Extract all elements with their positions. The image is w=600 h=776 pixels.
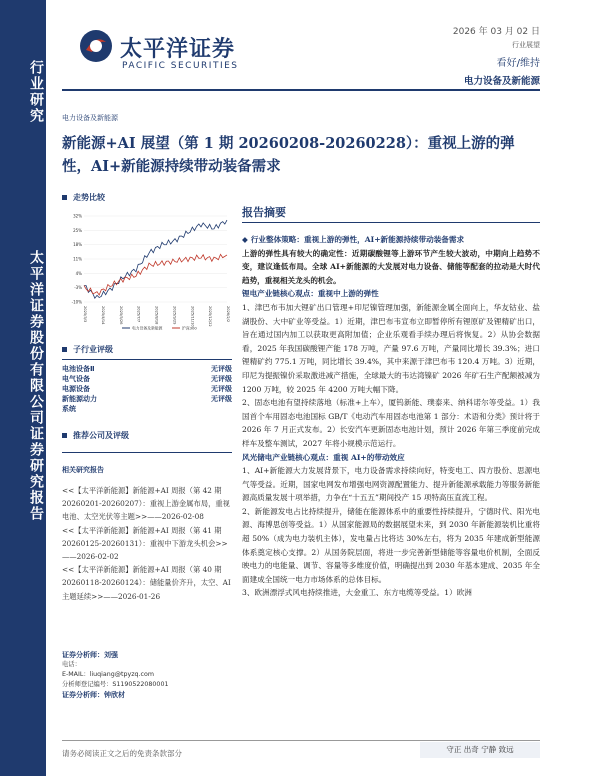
brand-name-cn: 太平洋证券 [120, 37, 236, 62]
rating-row [62, 364, 232, 374]
summary-paragraph: 1、津巴布韦加大锂矿出口管理+印尼镍管理加强，新能源金属全面向上，华友钴业、盐湖股份、大中矿业等受益。1）近期，津巴布韦宣布立即暂停所有锂原矿及锂精矿出口，旨在通过国内加工以获取更高附加值；企业乐观看手续办理后将恢复。2）从协会数据看，2025 年我国碳酸锂产能 178 万吨，产量 97.6 万吨，产量同比增长 39.3%；进口锂精矿约 775.1 万吨，同比增长 39.4%，其中来源于津巴布韦 120.4 万吨。3）近期，印尼为提振镍价采取激进减产措施，全球最大的韦达湾镍矿 2026 年矿石生产配额被减为 1200 万吨，较 2025 年 4200 万吨大幅下降。 [242, 302, 540, 394]
summary-paragraph: 2、固态电池有望持续落地（标准+上车），厦钨新能、璞泰来、纳科诺尔等受益。1）我国首个车用固态电池国标 GB/T《电动汽车用固态电池第 1 部分：术语和分类》预计将于 2026 年 7 月正式发布。2）长安汽车更新固态电池计划，预计 2026 年第三季度前完成样车及整车测试，2027 年将小规模示范运行。 [242, 398, 540, 448]
rating-value: 无评级 [211, 385, 232, 393]
summary-paragraph: 1、AI+新能源大力发展背景下，电力设备需求持续向好，特变电工、四方股份、思源电气等受益。近期，国家电网发布增强电网资源配置能力、提升新能源承载能力等服务新能源高质量发展十项举措，力争在“十五五”期间投产 15 项特高压直流工程。 [242, 466, 540, 503]
rating-name: 电池设备Ⅱ [62, 365, 95, 373]
related-list [62, 484, 232, 603]
footer-divider [62, 740, 540, 741]
report-rating: 看好/维持 [496, 58, 540, 69]
summary-subhead-wind-solar: 风光储电产业链核心观点：重视 AI+的带动效应 [242, 452, 405, 462]
summary-paragraph: 上游的弹性具有较大的确定性：近期碳酸锂等上游环节产生较大波动，中期向上趋势不变，建议逢低布局。全球 AI+新能源的大发展对电力设备、储能等配套的拉动是大时代趋势，重视相关龙头的机会。 [242, 248, 540, 285]
report-title: 新能源+AI 展望（第 1 期 20260208-20260228）：重视上游的弹性，AI+新能源持续带动装备需求 [62, 135, 515, 175]
rating-name: 系统 [62, 405, 76, 413]
summary-column [242, 204, 540, 600]
y-tick-label: -3% [74, 285, 82, 291]
rating-name: 电源设备 [62, 385, 90, 393]
y-tick-label: 32% [73, 213, 82, 219]
recommend-section [62, 428, 232, 442]
related-item[interactable]: <<【太平洋新能源】新能源+AI 周报（第 42 期 20260201-20260207）：重视上游金属布局，重视电池、太空光伏等主题>>——2026-02-08 [62, 486, 230, 522]
trend-section [62, 190, 222, 204]
y-tick-label: -10% [71, 299, 82, 305]
rating-section [62, 342, 232, 360]
summary-strategy: ◆ 行业整体策略：重视上游的弹性，AI+新能源持续带动装备需求 [242, 235, 465, 244]
legend-label: 电力设备及新能源 [132, 325, 163, 331]
header-divider [62, 89, 540, 91]
x-tick-label: 2025/7/7 [136, 306, 141, 323]
rating-name: 电气设备 [62, 375, 90, 383]
recommend-divider [62, 452, 232, 453]
x-tick-label: 2025/12/22 [208, 306, 213, 327]
rating-row [62, 384, 232, 394]
rating-table [62, 364, 232, 414]
report-date: 2026 年 03 月 02 日 [452, 27, 540, 37]
rating-row [62, 374, 232, 384]
x-tick-label: 2025/4/14 [100, 306, 105, 325]
rating-value: 无评级 [211, 365, 232, 373]
square-bullet-icon [62, 433, 67, 438]
recommend-heading: 推荐公司及评级 [73, 430, 129, 440]
x-tick-label: 2025/5/26 [118, 306, 123, 325]
report-type: 行业展望 [512, 41, 540, 49]
sidebar-top-label: 行业研究 [28, 60, 44, 124]
rating-row [62, 404, 232, 414]
rating-row [62, 394, 232, 404]
square-bullet-icon [62, 195, 67, 200]
legend-label: 沪深300 [182, 325, 197, 331]
x-tick-label: 2025/11/10 [190, 306, 195, 327]
x-tick-label: 2025/9/29 [172, 306, 177, 325]
related-item[interactable]: <<【太平洋新能源】新能源+AI 周报（第 41 期 20260125-20260131）：重视中下游龙头机会>>——2026-02-02 [62, 525, 228, 562]
analyst-block [62, 650, 232, 700]
x-tick-label: 2025/3/3 [83, 306, 87, 323]
x-tick-label: 2026/2/2 [226, 306, 230, 323]
analyst-license: 分析师登记编号：S1190522080001 [62, 681, 169, 688]
y-tick-label: 11% [73, 256, 82, 262]
analyst-name-2: 证券分析师：钟欣材 [62, 691, 125, 699]
trend-chart [62, 210, 232, 338]
related-heading: 相关研究报告 [62, 466, 104, 474]
related-item[interactable]: <<【太平洋新能源】新能源+AI 周报（第 40 期 20260118-20260124）：储能量价齐升，太空、AI 主题延续>>——2026-01-26 [62, 565, 231, 601]
y-tick-label: 18% [73, 242, 82, 248]
trend-heading: 走势比较 [73, 192, 105, 202]
report-sector: 电力设备及新能源 [463, 76, 540, 87]
summary-divider [242, 222, 540, 223]
square-bullet-icon [62, 347, 67, 352]
analyst-email[interactable]: E-MAIL：liuqiang@tpyzq.com [62, 671, 154, 678]
analyst-phone: 电话： [62, 661, 81, 668]
rating-value: 无评级 [211, 395, 232, 403]
y-tick-label: 25% [73, 227, 82, 233]
rating-divider [62, 359, 232, 360]
rating-name: 新能源动力 [62, 395, 97, 403]
x-tick-label: 2025/8/18 [154, 306, 159, 325]
summary-title: 报告摘要 [242, 206, 286, 219]
summary-subhead-lithium: 锂电产业链核心观点：重视中上游的弹性 [242, 289, 379, 299]
footer-motto: 守正 出奇 宁静 致远 [420, 742, 540, 758]
brand-name-en: PACIFIC SECURITIES [122, 61, 239, 71]
analyst-name: 证券分析师：刘强 [62, 651, 118, 659]
diamond-bullet-icon: ◆ [242, 235, 248, 244]
rating-value: 无评级 [211, 375, 232, 383]
rating-heading: 子行业评级 [73, 344, 113, 354]
summary-paragraph: 2、新能源发电占比持续提升，储能在能源体系中的重要性持续提升，宁德时代、阳光电源、海博思创等受益。1）从国家能源局的数据展望未来，到 2030 年新能源装机比重将超 50%（成为电力装机主体），发电量占比将达 30%左右，将为 2035 年建成新型能源体系奠定核心支撑。2）从国务院层面，将进一步完善新型储能等容量电价机制，全面反映电力的电能量、调节、容量等多维度价值，明确提出到 2030 年基本建成、2035 年全面建成全国统一电力市场体系的总体目标。 [242, 506, 540, 584]
pacific-logo-icon [78, 28, 114, 64]
subsector-label: 电力设备及新能源 [62, 114, 118, 122]
summary-paragraph: 3、欧洲漂浮式风电持续推进，大金重工、东方电缆等受益。1）欧洲 [242, 588, 472, 598]
footer-disclaimer: 请务必阅读正文之后的免责条款部分 [62, 749, 182, 758]
sidebar-bottom-label: 太平洋证券股份有限公司证券研究报告 [28, 250, 44, 522]
sidebar [0, 0, 46, 776]
y-tick-label: 4% [75, 270, 82, 276]
series-line [84, 254, 227, 295]
